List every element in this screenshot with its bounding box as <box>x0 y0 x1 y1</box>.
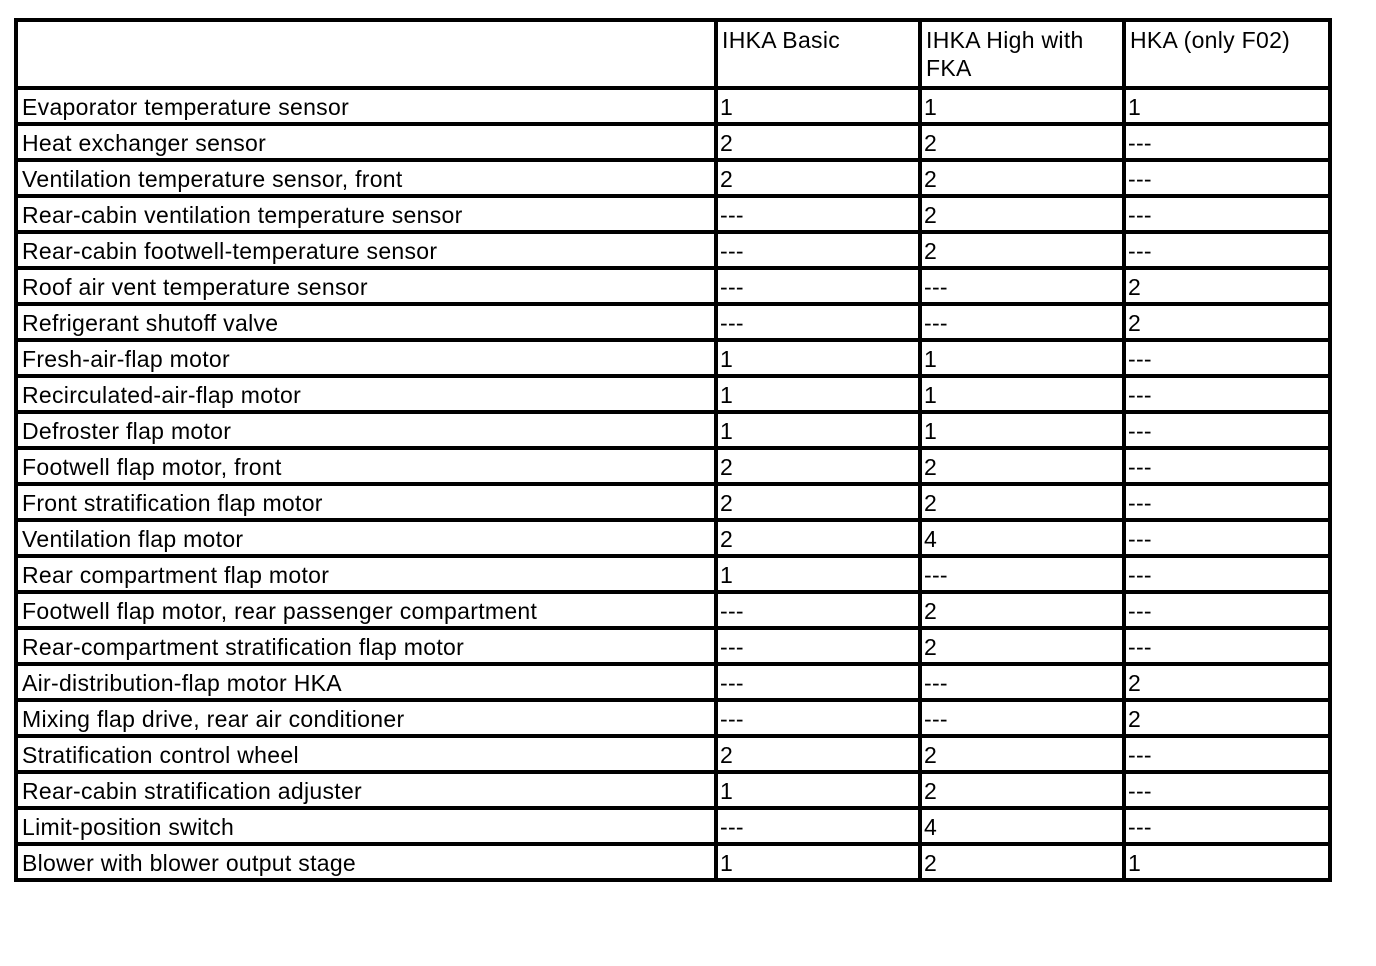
hka-value: --- <box>1124 736 1330 772</box>
hka-value: --- <box>1124 772 1330 808</box>
ihka-basic-value: --- <box>716 304 920 340</box>
ihka-high-value: 2 <box>920 232 1124 268</box>
ihka-basic-value: 1 <box>716 88 920 124</box>
table-row <box>16 376 1330 412</box>
hka-value: 2 <box>1124 664 1330 700</box>
table-body <box>16 88 1330 880</box>
ihka-high-value: 2 <box>920 736 1124 772</box>
table-row <box>16 232 1330 268</box>
hka-value: --- <box>1124 160 1330 196</box>
ihka-high-value: 2 <box>920 484 1124 520</box>
ihka-high-value: 4 <box>920 520 1124 556</box>
table-row <box>16 520 1330 556</box>
component-name: Ventilation temperature sensor, front <box>16 160 716 196</box>
ihka-high-value: --- <box>920 268 1124 304</box>
table-row <box>16 484 1330 520</box>
hka-value: --- <box>1124 232 1330 268</box>
ihka-high-value: 1 <box>920 340 1124 376</box>
hka-value: --- <box>1124 808 1330 844</box>
ihka-basic-value: 1 <box>716 376 920 412</box>
component-name: Rear-cabin stratification adjuster <box>16 772 716 808</box>
component-name: Footwell flap motor, front <box>16 448 716 484</box>
ihka-high-value: 2 <box>920 124 1124 160</box>
ihka-high-value: 2 <box>920 628 1124 664</box>
ihka-basic-value: --- <box>716 700 920 736</box>
ihka-basic-value: 2 <box>716 160 920 196</box>
table-row <box>16 412 1330 448</box>
table-header <box>16 20 1330 88</box>
ihka-basic-value: 2 <box>716 520 920 556</box>
hka-value: --- <box>1124 124 1330 160</box>
hka-value: --- <box>1124 592 1330 628</box>
table-row <box>16 196 1330 232</box>
table-row <box>16 664 1330 700</box>
table-row <box>16 808 1330 844</box>
ihka-basic-value: --- <box>716 268 920 304</box>
ihka-basic-value: --- <box>716 196 920 232</box>
ihka-high-value: 1 <box>920 412 1124 448</box>
component-name: Mixing flap drive, rear air conditioner <box>16 700 716 736</box>
component-name: Limit-position switch <box>16 808 716 844</box>
component-name: Stratification control wheel <box>16 736 716 772</box>
component-name: Rear-cabin ventilation temperature sensor <box>16 196 716 232</box>
ihka-basic-value: 2 <box>716 736 920 772</box>
hka-value: --- <box>1124 556 1330 592</box>
hka-value: 1 <box>1124 844 1330 880</box>
component-name: Rear compartment flap motor <box>16 556 716 592</box>
component-name: Evaporator temperature sensor <box>16 88 716 124</box>
ihka-basic-value: 1 <box>716 556 920 592</box>
hka-value: --- <box>1124 376 1330 412</box>
component-name: Blower with blower output stage <box>16 844 716 880</box>
component-name: Recirculated-air-flap motor <box>16 376 716 412</box>
ihka-basic-value: --- <box>716 808 920 844</box>
component-name: Ventilation flap motor <box>16 520 716 556</box>
hka-value: --- <box>1124 448 1330 484</box>
component-name: Refrigerant shutoff valve <box>16 304 716 340</box>
header-row <box>16 20 1330 88</box>
header-hka: HKA (only F02) <box>1124 20 1330 88</box>
table-row <box>16 304 1330 340</box>
ihka-basic-value: 1 <box>716 844 920 880</box>
table-row <box>16 124 1330 160</box>
ihka-high-value: --- <box>920 556 1124 592</box>
table-row <box>16 448 1330 484</box>
hka-value: 2 <box>1124 268 1330 304</box>
hka-value: --- <box>1124 340 1330 376</box>
component-name: Footwell flap motor, rear passenger compartment <box>16 592 716 628</box>
table-row <box>16 160 1330 196</box>
hka-value: --- <box>1124 412 1330 448</box>
ihka-basic-value: --- <box>716 592 920 628</box>
table-row <box>16 340 1330 376</box>
ihka-high-value: 1 <box>920 88 1124 124</box>
ihka-high-value: 2 <box>920 448 1124 484</box>
ihka-high-value: --- <box>920 664 1124 700</box>
component-name: Roof air vent temperature sensor <box>16 268 716 304</box>
hka-value: --- <box>1124 484 1330 520</box>
ihka-high-value: 2 <box>920 772 1124 808</box>
ihka-basic-value: 1 <box>716 772 920 808</box>
component-name: Heat exchanger sensor <box>16 124 716 160</box>
table-row <box>16 556 1330 592</box>
hka-value: 2 <box>1124 700 1330 736</box>
ihka-high-value: 2 <box>920 196 1124 232</box>
ihka-high-value: 2 <box>920 160 1124 196</box>
ihka-high-value: 2 <box>920 592 1124 628</box>
ihka-basic-value: 1 <box>716 340 920 376</box>
header-component <box>16 20 716 88</box>
table-row <box>16 700 1330 736</box>
header-ihka-basic: IHKA Basic <box>716 20 920 88</box>
header-ihka-high: IHKA High with FKA <box>920 20 1124 88</box>
ihka-high-value: 1 <box>920 376 1124 412</box>
ihka-high-value: --- <box>920 304 1124 340</box>
table-row <box>16 772 1330 808</box>
hka-value: --- <box>1124 628 1330 664</box>
component-table <box>14 18 1332 882</box>
table-row <box>16 628 1330 664</box>
component-name: Defroster flap motor <box>16 412 716 448</box>
component-name: Fresh-air-flap motor <box>16 340 716 376</box>
ihka-high-value: 2 <box>920 844 1124 880</box>
component-name: Rear-cabin footwell-temperature sensor <box>16 232 716 268</box>
ihka-high-value: 4 <box>920 808 1124 844</box>
ihka-basic-value: --- <box>716 664 920 700</box>
hka-value: 2 <box>1124 304 1330 340</box>
table-row <box>16 88 1330 124</box>
component-name: Air-distribution-flap motor HKA <box>16 664 716 700</box>
ihka-basic-value: --- <box>716 628 920 664</box>
ihka-high-value: --- <box>920 700 1124 736</box>
hka-value: 1 <box>1124 88 1330 124</box>
table-row <box>16 844 1330 880</box>
ihka-basic-value: 2 <box>716 448 920 484</box>
ihka-basic-value: 2 <box>716 484 920 520</box>
component-name: Front stratification flap motor <box>16 484 716 520</box>
ihka-basic-value: 2 <box>716 124 920 160</box>
hka-value: --- <box>1124 520 1330 556</box>
table-row <box>16 268 1330 304</box>
hka-value: --- <box>1124 196 1330 232</box>
table-row <box>16 736 1330 772</box>
component-name: Rear-compartment stratification flap motor <box>16 628 716 664</box>
table-row <box>16 592 1330 628</box>
ihka-basic-value: 1 <box>716 412 920 448</box>
ihka-basic-value: --- <box>716 232 920 268</box>
